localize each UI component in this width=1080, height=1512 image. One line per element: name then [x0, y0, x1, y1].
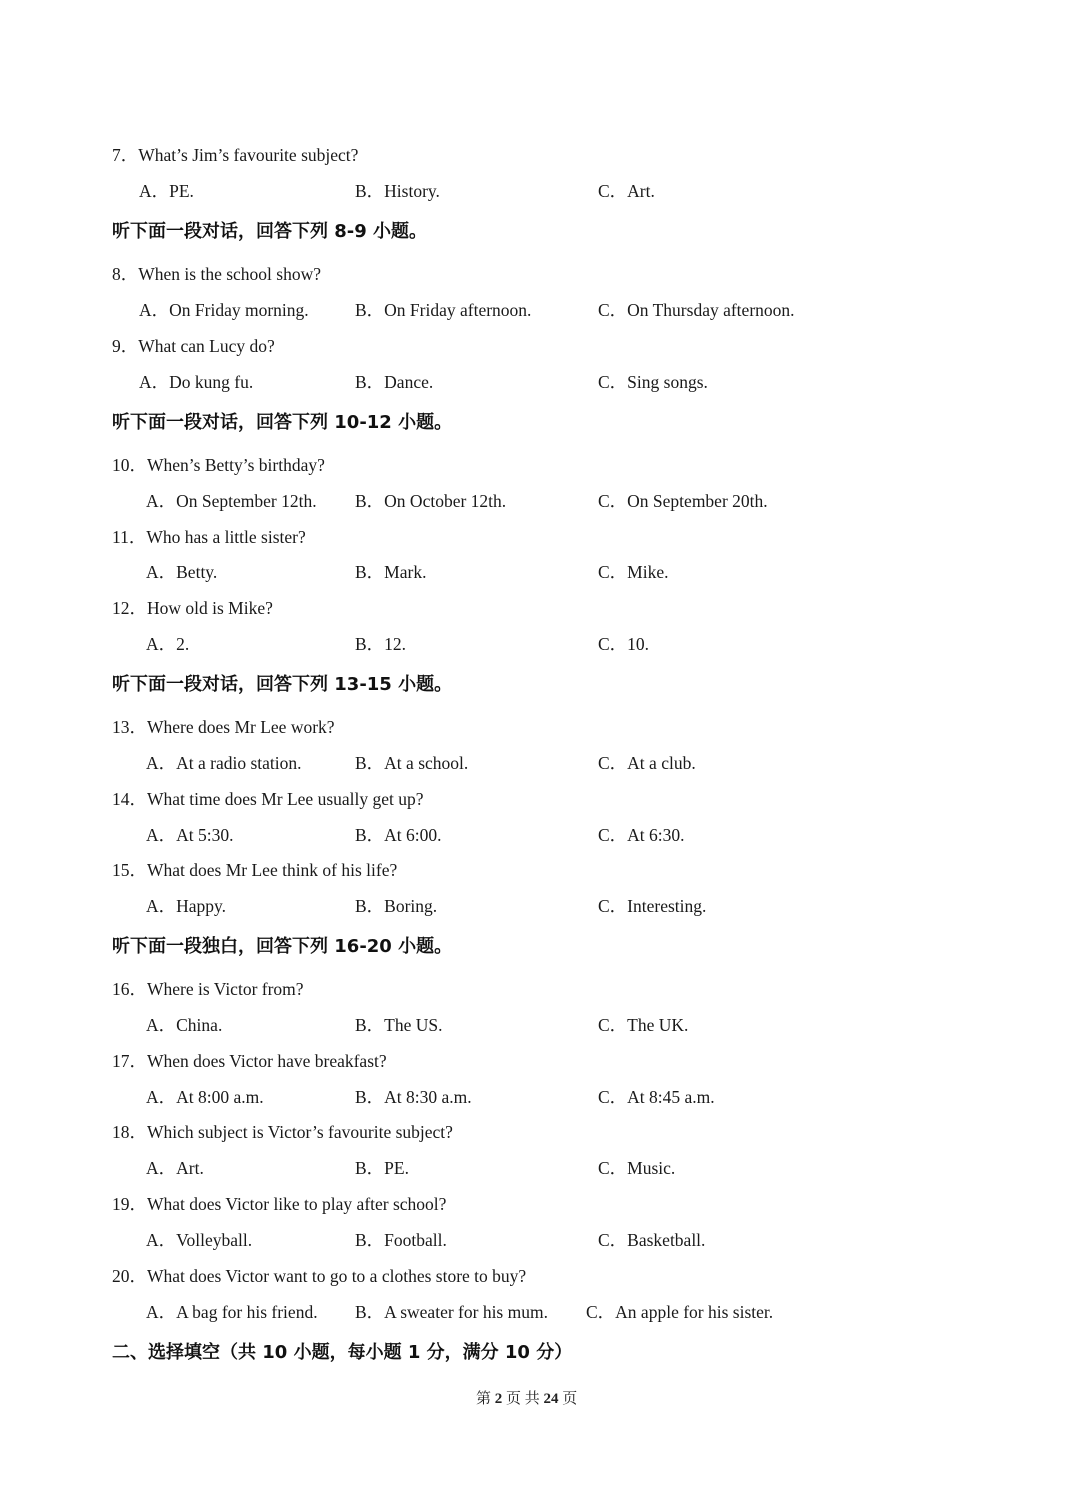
option-10a: A．On September 12th. [146, 491, 317, 511]
option-13c: C．At a club. [598, 753, 696, 773]
question-20: 20．What does Victor want to go to a clothes store to buy? [112, 1266, 527, 1286]
footer-page-number: 2 [494, 1391, 503, 1407]
question-16: 16．Where is Victor from? [112, 979, 304, 999]
option-9a: A．Do kung fu. [139, 372, 254, 392]
option-14b: B．At 6:00. [355, 825, 442, 845]
option-20c: C．An apple for his sister. [586, 1302, 774, 1322]
section-2-heading: 二、选择填空（共 10 小题，每小题 1 分，满分 10 分） [112, 1342, 573, 1363]
footer-total-pages: 24 [543, 1391, 559, 1407]
section-heading-13-15: 听下面一段对话，回答下列 13-15 小题。 [112, 674, 453, 695]
option-10b: B．On October 12th. [355, 491, 507, 511]
question-8: 8．When is the school show? [112, 264, 321, 284]
option-15c: C．Interesting. [598, 896, 707, 916]
option-12a: A．2. [146, 634, 190, 654]
footer-suffix: 页 [562, 1391, 578, 1407]
option-18c: C．Music. [598, 1158, 676, 1178]
question-18: 18．Which subject is Victor’s favourite subject? [112, 1122, 453, 1142]
option-19b: B．Football. [355, 1230, 447, 1250]
footer-mid: 页 共 [506, 1391, 540, 1407]
option-20a: A．A bag for his friend. [146, 1302, 318, 1322]
option-8b: B．On Friday afternoon. [355, 300, 532, 320]
option-7a: A．PE. [139, 181, 194, 201]
option-17c: C．At 8:45 a.m. [598, 1087, 715, 1107]
option-15b: B．Boring. [355, 896, 438, 916]
option-14c: C．At 6:30. [598, 825, 685, 845]
question-14: 14．What time does Mr Lee usually get up? [112, 789, 424, 809]
option-12b: B．12. [355, 634, 407, 654]
question-11: 11．Who has a little sister? [112, 527, 306, 547]
section-heading-8-9: 听下面一段对话，回答下列 8-9 小题。 [112, 221, 428, 242]
option-13a: A．At a radio station. [146, 753, 302, 773]
option-17a: A．At 8:00 a.m. [146, 1087, 264, 1107]
question-17: 17．When does Victor have breakfast? [112, 1051, 387, 1071]
option-19a: A．Volleyball. [146, 1230, 253, 1250]
option-9b: B．Dance. [355, 372, 434, 392]
option-19c: C．Basketball. [598, 1230, 706, 1250]
question-13: 13．Where does Mr Lee work? [112, 717, 335, 737]
question-7: 7．What’s Jim’s favourite subject? [112, 145, 359, 165]
page-footer [476, 1389, 577, 1409]
question-19: 19．What does Victor like to play after school? [112, 1194, 447, 1214]
option-11a: A．Betty. [146, 562, 218, 582]
footer-prefix: 第 [476, 1391, 492, 1407]
option-7c: C．Art. [598, 181, 655, 201]
option-11c: C．Mike. [598, 562, 669, 582]
question-10: 10．When’s Betty’s birthday? [112, 455, 325, 475]
question-9: 9．What can Lucy do? [112, 336, 275, 356]
question-15: 15．What does Mr Lee think of his life? [112, 860, 398, 880]
option-11b: B．Mark. [355, 562, 427, 582]
option-13b: B．At a school. [355, 753, 469, 773]
option-20b: B．A sweater for his mum. [355, 1302, 548, 1322]
option-7b: B．History. [355, 181, 440, 201]
option-15a: A．Happy. [146, 896, 227, 916]
option-12c: C．10. [598, 634, 650, 654]
option-8c: C．On Thursday afternoon. [598, 300, 795, 320]
question-12: 12．How old is Mike? [112, 598, 273, 618]
section-heading-10-12: 听下面一段对话，回答下列 10-12 小题。 [112, 412, 453, 433]
option-10c: C．On September 20th. [598, 491, 768, 511]
option-9c: C．Sing songs. [598, 372, 708, 392]
option-18b: B．PE. [355, 1158, 409, 1178]
option-16c: C．The UK. [598, 1015, 689, 1035]
option-8a: A．On Friday morning. [139, 300, 309, 320]
option-16a: A．China. [146, 1015, 223, 1035]
option-17b: B．At 8:30 a.m. [355, 1087, 472, 1107]
option-18a: A．Art. [146, 1158, 204, 1178]
section-heading-16-20: 听下面一段独白，回答下列 16-20 小题。 [112, 936, 453, 957]
option-14a: A．At 5:30. [146, 825, 234, 845]
option-16b: B．The US. [355, 1015, 443, 1035]
